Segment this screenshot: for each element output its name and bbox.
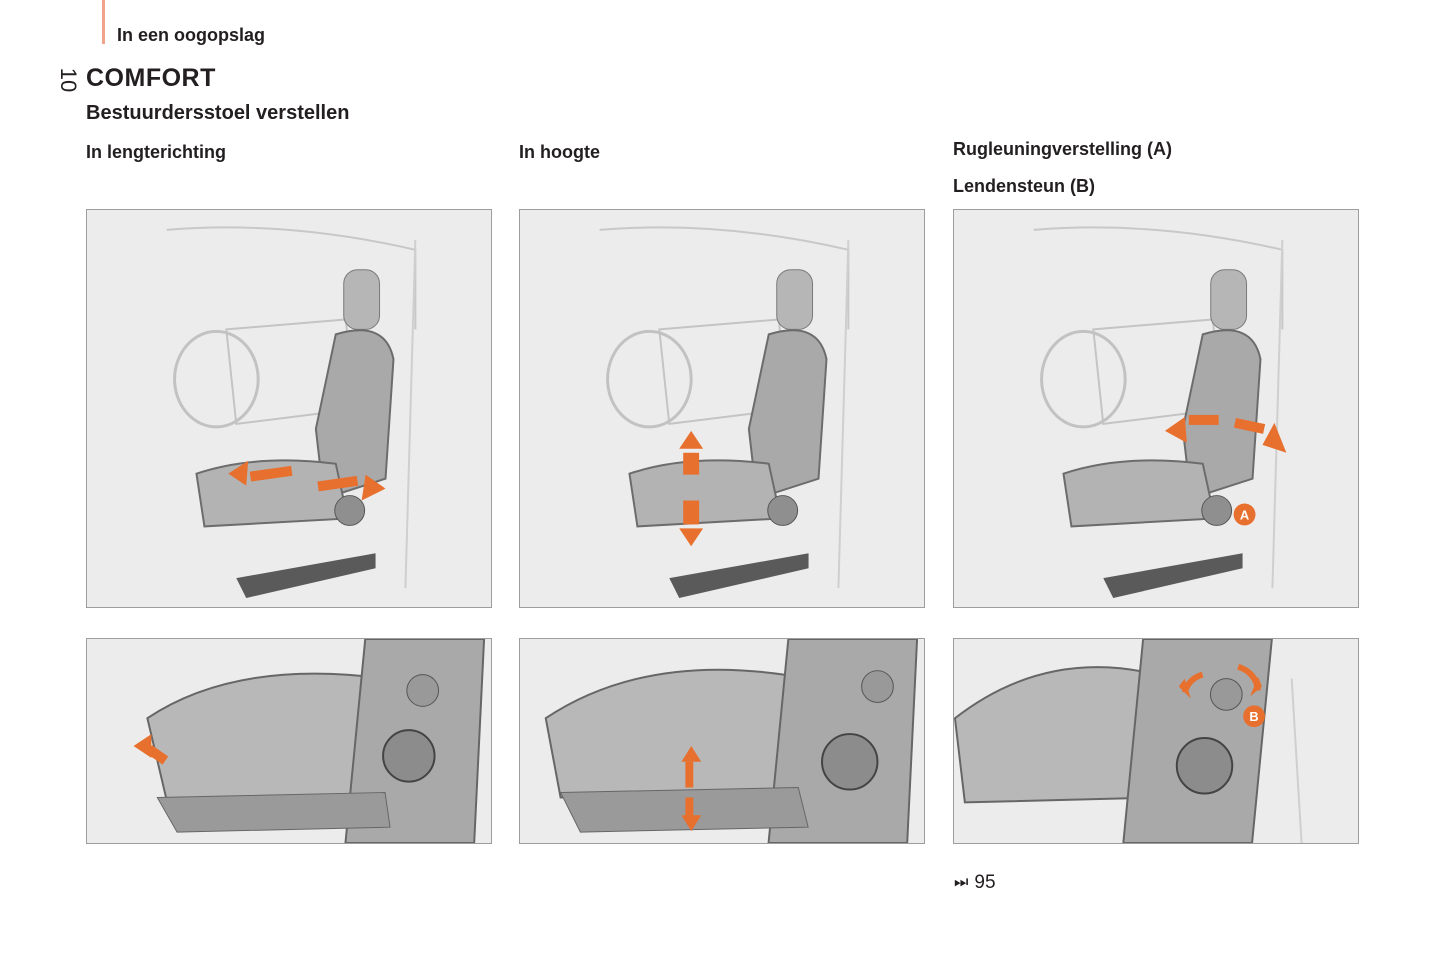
header-accent-line [102,0,105,44]
callout-a-label: A [1239,507,1250,523]
seat-closeup-illustration [87,639,491,843]
figure-seat-height [519,209,925,608]
label-backrest: Rugleuningverstelling (A) [953,139,1173,159]
label-lumbar: Lendensteun (B) [953,176,1095,196]
seat-illustration [954,210,1358,607]
figure-seat-backrest [953,209,1359,608]
section-title: COMFORT [86,64,216,92]
section-subtitle: Bestuurdersstoel verstellen [86,102,350,124]
label-height: In hoogte [519,142,600,162]
figure-closeup-lumbar [953,638,1359,844]
seat-illustration [520,210,924,607]
figure-seat-lengthwise [86,209,492,608]
seat-illustration [87,210,491,607]
seat-closeup-illustration [520,639,924,843]
callout-b-label: B [1249,709,1259,725]
label-lengthwise: In lengterichting [86,142,227,162]
breadcrumb: In een oogopslag [117,25,266,45]
page-reference[interactable] [954,872,996,894]
next-page-icon: ⏭ [954,874,969,891]
seat-closeup-illustration [954,639,1358,843]
figure-closeup-lengthwise [86,638,492,844]
page-number: 10 [56,67,81,93]
page-reference-number: 95 [974,872,996,893]
figure-closeup-height [519,638,925,844]
